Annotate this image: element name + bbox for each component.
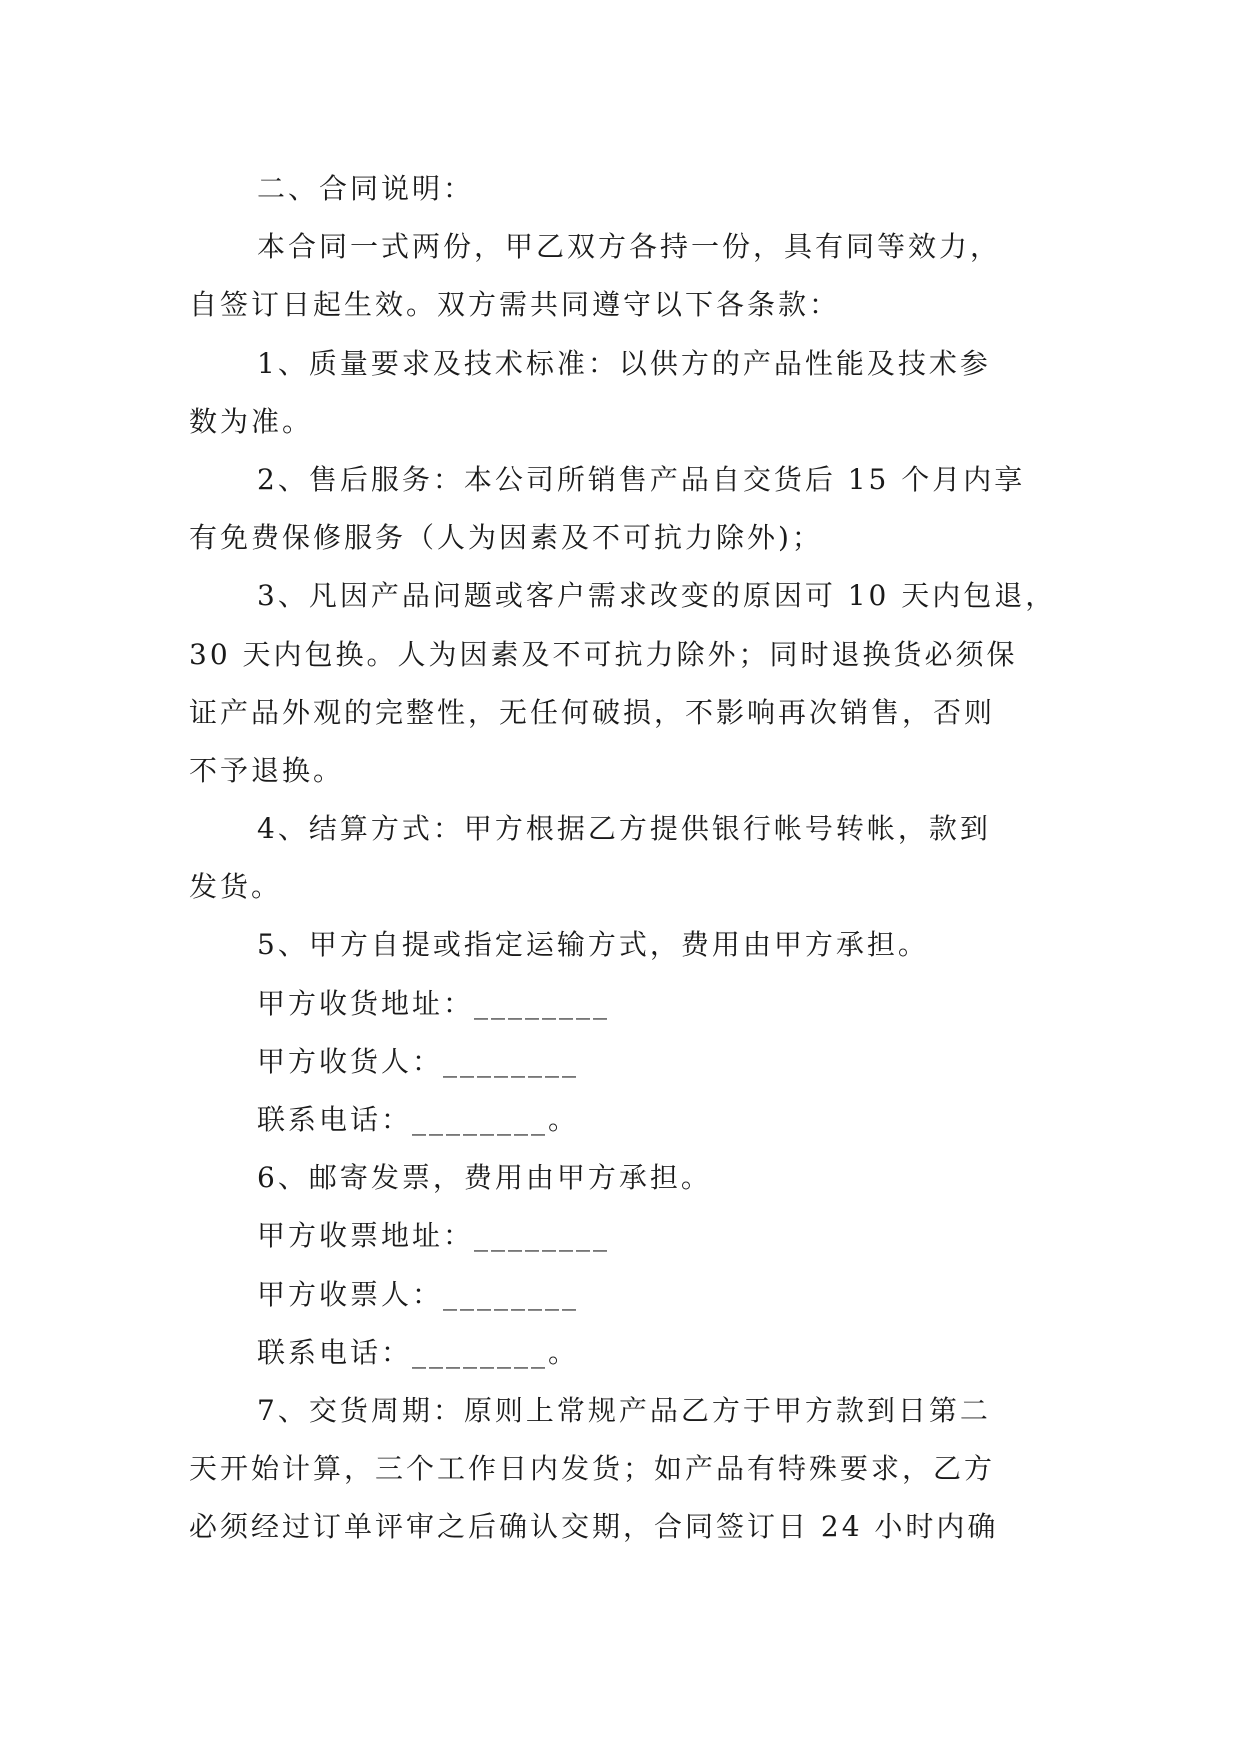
paragraph-line: 本合同一式两份，甲乙双方各持一份，具有同等效力， xyxy=(257,230,1002,264)
delivery-address-field: 甲方收货地址：________ xyxy=(257,986,611,1020)
clause-7-line: 7、交货周期：原则上常规产品乙方于甲方款到日第二 xyxy=(257,1393,991,1427)
clause-4-line: 发货。 xyxy=(189,870,283,904)
clause-7-line: 必须经过订单评审之后确认交期，合同签订日 24 小时内确 xyxy=(189,1510,999,1544)
clause-3-line: 30 天内包换。人为因素及不可抗力除外；同时退换货必须保 xyxy=(189,637,1018,671)
section-heading: 二、合同说明： xyxy=(257,172,475,205)
clause-5-line: 5、甲方自提或指定运输方式，费用由甲方承担。 xyxy=(257,928,929,962)
clause-4-line: 4、结算方式：甲方根据乙方提供银行帐号转帐，款到 xyxy=(257,812,991,846)
clause-6-line: 6、邮寄发票，费用由甲方承担。 xyxy=(257,1161,712,1195)
invoice-phone-field: 联系电话：________。 xyxy=(257,1335,580,1369)
delivery-recipient-field: 甲方收货人：________ xyxy=(257,1044,580,1078)
delivery-phone-field: 联系电话：________。 xyxy=(257,1103,580,1136)
clause-2-line: 2、售后服务：本公司所销售产品自交货后 15 个月内享 xyxy=(257,462,1026,496)
clause-1-line: 数为准。 xyxy=(189,404,314,438)
paragraph-line: 自签订日起生效。双方需共同遵守以下各条款： xyxy=(189,288,841,322)
invoice-recipient-field: 甲方收票人：________ xyxy=(257,1277,580,1311)
invoice-address-field: 甲方收票地址：________ xyxy=(257,1219,611,1253)
clause-2-line: 有免费保修服务（人为因素及不可抗力除外)； xyxy=(189,521,823,555)
clause-3-line: 3、凡因产品问题或客户需求改变的原因可 10 天内包退， xyxy=(257,579,1057,613)
clause-3-line: 不予退换。 xyxy=(189,753,345,787)
clause-1-line: 1、质量要求及技术标准：以供方的产品性能及技术参 xyxy=(257,346,991,380)
clause-3-line: 证产品外观的完整性，无任何破损，不影响再次销售，否则 xyxy=(189,695,996,729)
clause-7-line: 天开始计算，三个工作日内发货；如产品有特殊要求，乙方 xyxy=(189,1452,996,1486)
document-body xyxy=(189,160,1059,1557)
